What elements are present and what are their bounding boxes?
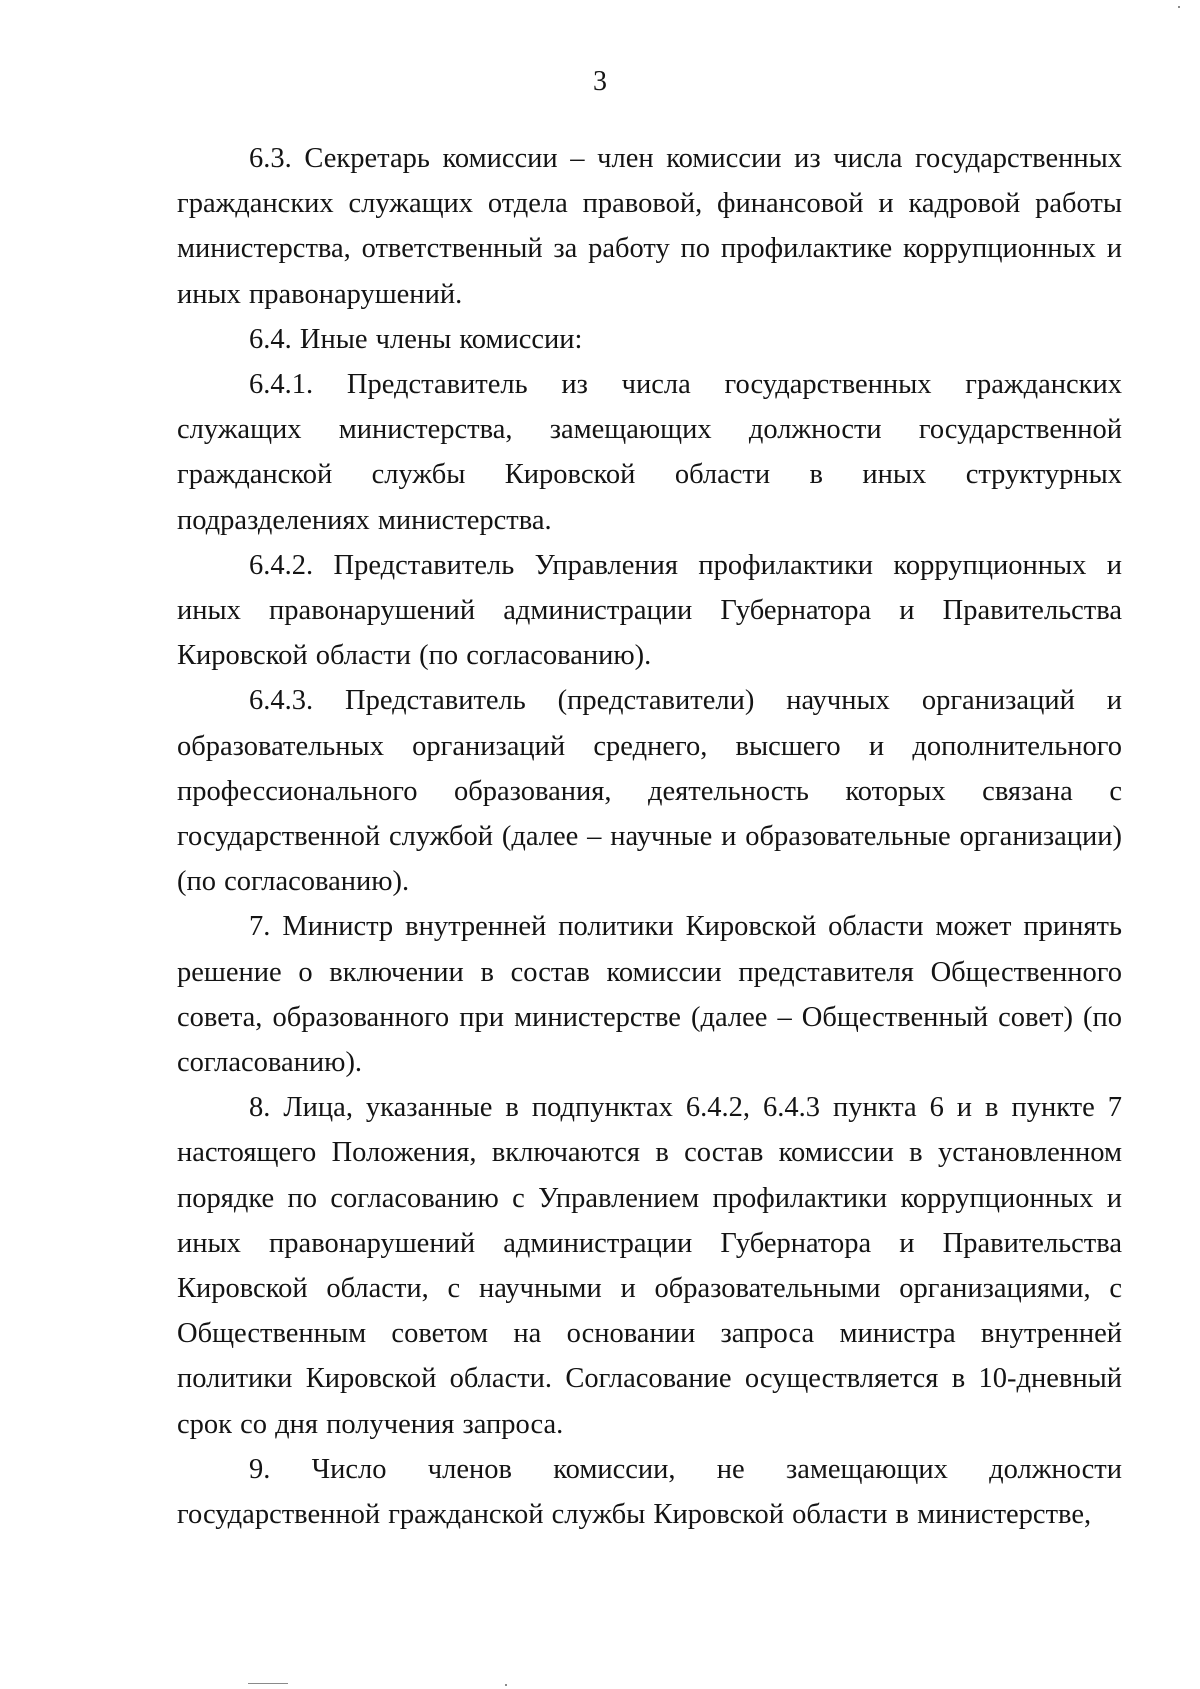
- scan-artifact-top: [1178, 6, 1180, 8]
- paragraph-8: 8. Лица, указанные в подпунктах 6.4.2, 6.4.3 пункта 6 и в пункте 7 настоящего Положения, включаются в состав комиссии в установленном порядке по согласованию с Управлением профилактики коррупционных и иных правонарушений администрации Губернатора и Правительства Кировской области, с научными и образовательными организациями, с Общественным советом на основании запроса министра внутренней политики Кировской области. Согласование осуществляется в 10-дневный срок со дня получения запроса.: [177, 1092, 1122, 1440]
- paragraph-6-3: 6.3. Секретарь комиссии – член комиссии из числа государственных гражданских служащих отдела правовой, финансовой и кадровой работы министерства, ответственный за работу по профилактике коррупционных и иных правонарушений.: [177, 143, 1122, 310]
- paragraph-6-4-2: 6.4.2. Представитель Управления профилактики коррупционных и иных правонарушений администрации Губернатора и Правительства Кировской области (по согласованию).: [177, 549, 1122, 672]
- scan-artifact-bottom-left: [248, 1683, 288, 1684]
- paragraph-6-4: 6.4. Иные члены комиссии:: [249, 323, 583, 355]
- scan-artifact-bottom-mid: [505, 1684, 507, 1686]
- paragraph-6-4-3: 6.4.3. Представитель (представители) научных организаций и образовательных организаций среднего, высшего и дополнительного профессионального образования, деятельность которых связана с государственной службой (далее – научные и образовательные организации) (по согласованию).: [177, 685, 1122, 898]
- page-number: 3: [593, 66, 607, 97]
- paragraph-6-4-1: 6.4.1. Представитель из числа государственных гражданских служащих министерства, замещающих должности государственной гражданской службы Кировской области в иных структурных подразделениях министерства.: [177, 369, 1122, 536]
- document-body: [177, 136, 1122, 1537]
- paragraph-7: 7. Министр внутренней политики Кировской области может принять решение о включении в состав комиссии представителя Общественного совета, образованного при министерстве (далее – Общественный совет) (по согласованию).: [177, 911, 1122, 1079]
- paragraph-9: 9. Число членов комиссии, не замещающих должности государственной гражданской службы Кировской области в министерстве,: [177, 1453, 1122, 1531]
